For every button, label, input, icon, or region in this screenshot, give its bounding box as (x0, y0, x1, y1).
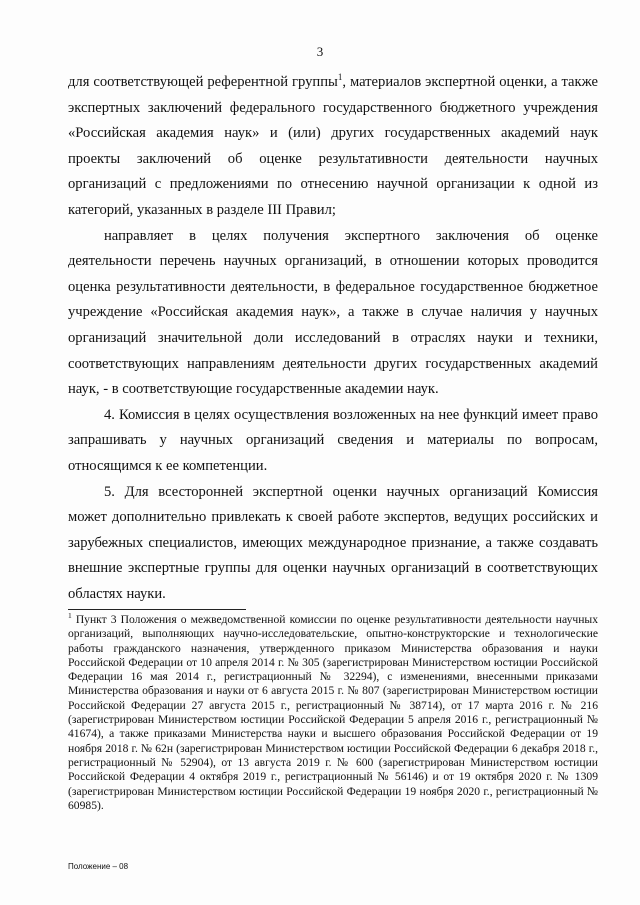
paragraph-item-4: 4. Комиссия в целях осуществления возложенных на нее функций имеет право запрашивать у научных организаций сведения и материалы по вопросам, относящимся к ее компетенции. (68, 406, 598, 474)
paragraph-text: для соответствующей референтной группы (68, 74, 338, 90)
page-number: 3 (316, 44, 324, 59)
footer-label: Положение – 08 (68, 862, 129, 871)
footnote (68, 613, 598, 813)
footnote-text: Пункт 3 Положения о межведомственной комиссии по оценке результативности деятельности научных организаций, выполняющих научно-исследовательские, опытно-конструкторские и технологические работы гражданского назначения, утвержденного приказом Министерства образования и науки Российской Федерации от 10 апреля 2014 г. № 305 (зарегистрирован Министерством юстиции Российской Федерации 16 мая 2014 г., регистрационный № 32294), с изменениями, внесенными приказами Министерства образования и науки от 6 августа 2015 г. № 807 (зарегистрирован Министерством юстиции Российской Федерации 27 августа 2015 г., регистрационный № 38714), от 17 марта 2016 г. № 216 (зарегистрирован Министерством юстиции Российской Федерации 5 апреля 2016 г., регистрационный № 41674), а также приказами Министерства науки и высшего образования Российской Федерации от 19 ноября 2018 г. № 62н (зарегистрирован Министерством юстиции Российской Федерации 6 декабря 2018 г., регистрационный № 52904), от 13 августа 2019 г. № 600 (зарегистрирован Министерством юстиции Российской Федерации 4 октября 2019 г., регистрационный № 56146) и от 19 октября 2020 г. № 1309 (зарегистрирован Министерством юстиции Российской Федерации 19 ноября 2020 г., регистрационный № 60985). (68, 613, 598, 812)
paragraph-text: , материалов экспертной оценки, а также экспертных заключений федерального государственного бюджетного учреждения «Российская академия наук» и (или) других государственных академий наук проекты заключений об оценке результативности деятельности научных организаций с предложениями по отнесению научной организации к одной из категорий, указанных в разделе III Правил; (68, 74, 598, 218)
body-text (68, 70, 598, 607)
paragraph-referent-group (68, 70, 598, 224)
footnote-reference[interactable]: 1 (337, 72, 343, 83)
paragraph-item-5: 5. Для всесторонней экспертной оценки научных организаций Комиссия может дополнительно привлекать к своей работе экспертов, ведущих российских и зарубежных специалистов, имеющих международное признание, а также создавать внешние экспертные группы для оценки научных организаций в соответствующих областях науки. (68, 483, 598, 602)
footnote-divider (68, 609, 246, 610)
paragraph-sends-list: направляет в целях получения экспертного заключения об оценке деятельности перечень научных организаций, в отношении которых проводится оценка результативности деятельности, в федеральное государственное бюджетное учреждение «Российская академия наук», а также в случае наличия у научных организаций значительной доли исследований в отраслях науки и техники, соответствующих направлениям деятельности других государственных академий наук, - в соответствующие государственные академии наук. (68, 227, 598, 398)
footnote-marker: 1 (68, 611, 72, 621)
